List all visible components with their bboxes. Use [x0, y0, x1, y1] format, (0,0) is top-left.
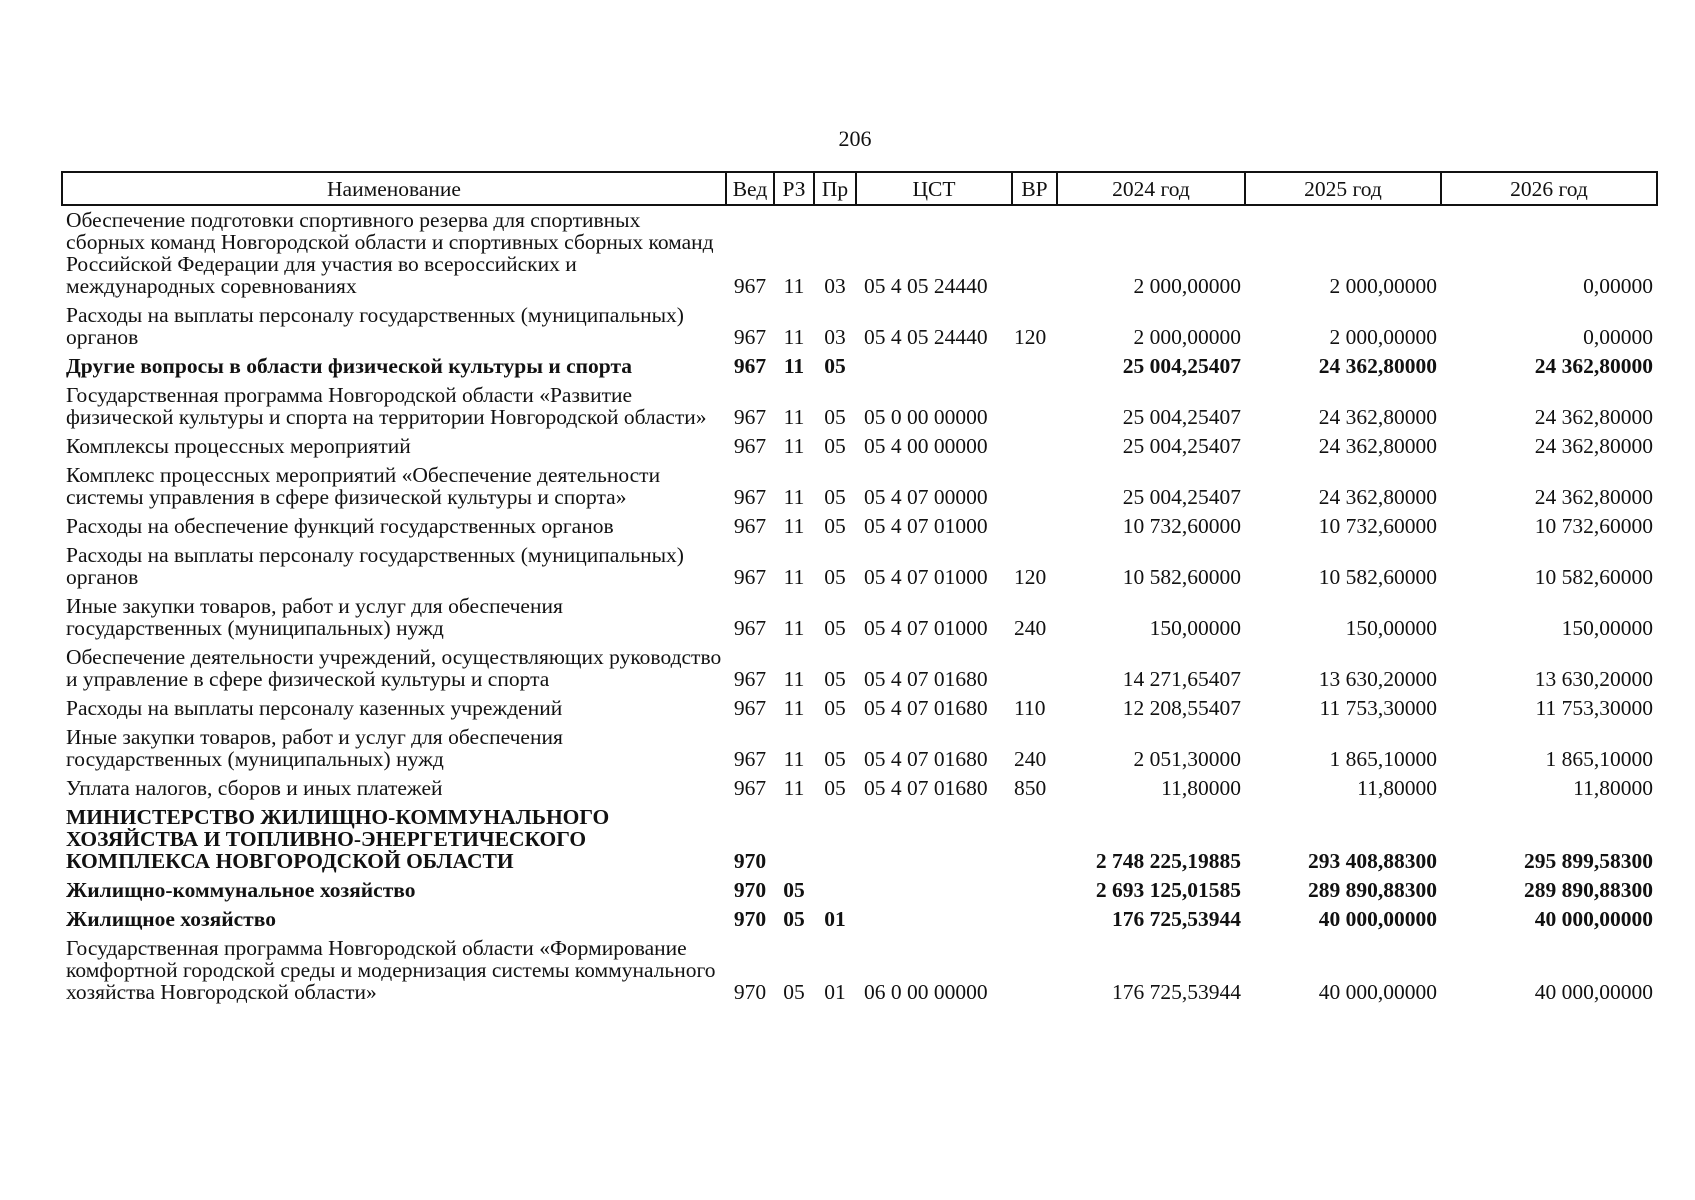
row-amount-2024: 12 208,55407 — [1122, 696, 1241, 720]
row-vr — [1012, 934, 1057, 1007]
row-pr: 05 — [824, 667, 846, 691]
row-cst — [856, 905, 1012, 934]
table-row — [62, 774, 1657, 803]
row-name: Иные закупки товаров, работ и услуг для обеспечения государственных (муниципальных) нужд — [66, 594, 563, 640]
row-amount-2024: 176 725,53944 — [1112, 980, 1241, 1004]
table-header — [62, 172, 1657, 205]
header-name: Наименование — [62, 172, 726, 205]
row-name: Расходы на выплаты персоналу государственных (муниципальных) органов — [66, 303, 684, 349]
row-rz: 11 — [783, 434, 805, 458]
table-row — [62, 592, 1657, 643]
row-amount-2024: 10 732,60000 — [1122, 514, 1241, 538]
row-amount-2025: 1 865,10000 — [1329, 747, 1437, 771]
row-cst: 06 0 00 00000 — [864, 980, 988, 1004]
row-cst — [856, 803, 1012, 876]
row-pr: 03 — [824, 274, 846, 298]
header-2025: 2025 год — [1245, 172, 1441, 205]
row-name: Обеспечение подготовки спортивного резерва для спортивных сборных команд Новгородской области и спортивных сборных команд Российской Федерации для участия во всероссийских и международных соревнованиях — [66, 208, 714, 298]
row-pr — [814, 876, 856, 905]
header-rz: РЗ — [774, 172, 814, 205]
row-amount-2025: 150,00000 — [1345, 616, 1437, 640]
row-amount-2024: 150,00000 — [1149, 616, 1241, 640]
row-name: Расходы на обеспечение функций государственных органов — [66, 514, 614, 538]
row-vr: 110 — [1014, 696, 1046, 720]
row-name: Жилищно-коммунальное хозяйство — [66, 878, 416, 902]
row-amount-2025: 24 362,80000 — [1318, 434, 1437, 458]
row-name: Государственная программа Новгородской области «Формирование комфортной городской среды и модернизация системы коммунального хозяйства Новгородской области» — [66, 936, 716, 1004]
row-cst: 05 4 07 01000 — [864, 616, 988, 640]
row-name: Государственная программа Новгородской области «Развитие физической культуры и спорта на территории Новгородской области» — [66, 383, 707, 429]
row-ved: 967 — [733, 696, 767, 720]
row-amount-2024: 2 051,30000 — [1133, 747, 1241, 771]
row-ved: 967 — [733, 485, 767, 509]
row-amount-2026: 295 899,58300 — [1524, 849, 1653, 873]
row-vr — [1012, 803, 1057, 876]
row-rz: 05 — [783, 980, 805, 1004]
table-row — [62, 512, 1657, 541]
row-amount-2026: 10 732,60000 — [1534, 514, 1653, 538]
header-ved: Вед — [726, 172, 774, 205]
row-amount-2026: 40 000,00000 — [1534, 907, 1653, 931]
row-ved: 967 — [733, 667, 767, 691]
row-cst: 05 0 00 00000 — [864, 405, 988, 429]
header-cst: ЦСТ — [856, 172, 1012, 205]
row-name: Расходы на выплаты персоналу казенных учреждений — [66, 696, 563, 720]
row-amount-2026: 24 362,80000 — [1534, 434, 1653, 458]
row-vr: 120 — [1014, 565, 1047, 589]
row-amount-2024: 25 004,25407 — [1122, 405, 1241, 429]
header-2024: 2024 год — [1057, 172, 1245, 205]
table-row — [62, 934, 1657, 1007]
row-name: Комплекс процессных мероприятий «Обеспечение деятельности системы управления в сфере физической культуры и спорта» — [66, 463, 661, 509]
row-pr — [814, 803, 856, 876]
budget-table — [61, 171, 1658, 1007]
table-row — [62, 381, 1657, 432]
row-rz: 05 — [783, 878, 805, 902]
row-amount-2024: 14 271,65407 — [1122, 667, 1241, 691]
row-cst: 05 4 07 01000 — [864, 565, 988, 589]
row-amount-2026: 11 753,30000 — [1535, 696, 1653, 720]
row-pr: 01 — [824, 980, 846, 1004]
row-vr — [1012, 432, 1057, 461]
row-pr: 05 — [824, 354, 846, 378]
row-ved: 967 — [733, 514, 767, 538]
row-cst: 05 4 05 24440 — [864, 274, 988, 298]
table-row — [62, 301, 1657, 352]
row-amount-2026: 24 362,80000 — [1534, 405, 1653, 429]
table-row — [62, 905, 1657, 934]
row-vr: 240 — [1014, 747, 1047, 771]
row-name: Уплата налогов, сборов и иных платежей — [66, 776, 443, 800]
row-amount-2025: 40 000,00000 — [1318, 980, 1437, 1004]
row-name: МИНИСТЕРСТВО ЖИЛИЩНО-КОММУНАЛЬНОГО ХОЗЯЙСТВА И ТОПЛИВНО-ЭНЕРГЕТИЧЕСКОГО КОМПЛЕКСА НОВГОРОДСКОЙ ОБЛАСТИ — [66, 805, 610, 873]
row-name: Жилищное хозяйство — [66, 907, 276, 931]
row-amount-2024: 176 725,53944 — [1112, 907, 1241, 931]
row-vr: 120 — [1014, 325, 1047, 349]
row-rz: 11 — [783, 616, 805, 640]
row-ved: 967 — [733, 616, 767, 640]
row-rz: 11 — [783, 565, 805, 589]
row-amount-2025: 10 732,60000 — [1318, 514, 1437, 538]
row-amount-2026: 24 362,80000 — [1534, 354, 1653, 378]
row-amount-2024: 25 004,25407 — [1122, 434, 1241, 458]
header-2026: 2026 год — [1441, 172, 1657, 205]
row-ved: 967 — [733, 747, 767, 771]
row-amount-2026: 10 582,60000 — [1534, 565, 1653, 589]
row-ved: 967 — [733, 565, 767, 589]
row-pr: 03 — [824, 325, 846, 349]
row-pr: 05 — [824, 616, 846, 640]
row-cst — [856, 352, 1012, 381]
row-amount-2024: 10 582,60000 — [1122, 565, 1241, 589]
row-name: Другие вопросы в области физической культуры и спорта — [66, 354, 633, 378]
row-amount-2025: 13 630,20000 — [1318, 667, 1437, 691]
row-rz: 11 — [783, 747, 805, 771]
row-ved: 970 — [733, 878, 767, 902]
row-amount-2026: 13 630,20000 — [1534, 667, 1653, 691]
row-amount-2026: 0,00000 — [1583, 274, 1653, 298]
table-row — [62, 694, 1657, 723]
table-row — [62, 803, 1657, 876]
row-ved: 967 — [733, 405, 767, 429]
table-body — [62, 205, 1657, 1007]
row-vr — [1012, 905, 1057, 934]
row-rz — [774, 803, 814, 876]
row-name: Комплексы процессных мероприятий — [66, 434, 411, 458]
row-pr: 05 — [824, 776, 846, 800]
row-amount-2025: 24 362,80000 — [1318, 485, 1437, 509]
row-amount-2025: 2 000,00000 — [1329, 274, 1437, 298]
row-pr: 05 — [824, 696, 846, 720]
row-cst: 05 4 07 01680 — [864, 696, 988, 720]
row-vr — [1012, 381, 1057, 432]
row-pr: 01 — [824, 907, 846, 931]
row-vr — [1012, 205, 1057, 301]
row-rz: 11 — [783, 776, 805, 800]
table-row — [62, 205, 1657, 301]
row-ved: 970 — [733, 849, 767, 873]
row-ved: 970 — [733, 907, 767, 931]
row-amount-2026: 11,80000 — [1573, 776, 1653, 800]
row-amount-2025: 40 000,00000 — [1318, 907, 1437, 931]
row-ved: 967 — [733, 354, 767, 378]
row-amount-2025: 24 362,80000 — [1318, 354, 1437, 378]
row-pr: 05 — [824, 747, 846, 771]
row-amount-2024: 2 000,00000 — [1133, 325, 1241, 349]
row-vr: 240 — [1014, 616, 1047, 640]
page-number: 206 — [838, 126, 872, 151]
table-row — [62, 352, 1657, 381]
row-rz: 11 — [783, 485, 805, 509]
row-rz: 11 — [783, 514, 805, 538]
row-amount-2025: 289 890,88300 — [1308, 878, 1437, 902]
row-rz: 11 — [783, 696, 805, 720]
header-vr: ВР — [1012, 172, 1057, 205]
row-amount-2026: 40 000,00000 — [1534, 980, 1653, 1004]
row-cst: 05 4 07 01000 — [864, 514, 988, 538]
row-name: Расходы на выплаты персоналу государственных (муниципальных) органов — [66, 543, 684, 589]
row-vr — [1012, 876, 1057, 905]
row-amount-2025: 24 362,80000 — [1318, 405, 1437, 429]
row-pr: 05 — [824, 514, 846, 538]
row-amount-2024: 11,80000 — [1161, 776, 1241, 800]
row-name: Обеспечение деятельности учреждений, осуществляющих руководство и управление в сфере физической культуры и спорта — [66, 645, 722, 691]
row-amount-2026: 1 865,10000 — [1545, 747, 1653, 771]
row-cst: 05 4 07 01680 — [864, 776, 988, 800]
row-amount-2024: 2 748 225,19885 — [1095, 849, 1241, 873]
row-vr: 850 — [1014, 776, 1047, 800]
table-row — [62, 876, 1657, 905]
row-rz: 05 — [783, 907, 805, 931]
header-pr: Пр — [814, 172, 856, 205]
row-ved: 970 — [733, 980, 767, 1004]
row-ved: 967 — [733, 325, 767, 349]
table-row — [62, 541, 1657, 592]
row-rz: 11 — [783, 325, 805, 349]
row-amount-2025: 293 408,88300 — [1308, 849, 1437, 873]
row-name: Иные закупки товаров, работ и услуг для обеспечения государственных (муниципальных) нужд — [66, 725, 563, 771]
row-amount-2026: 289 890,88300 — [1524, 878, 1653, 902]
row-amount-2026: 150,00000 — [1561, 616, 1653, 640]
row-amount-2025: 11,80000 — [1357, 776, 1437, 800]
row-pr: 05 — [824, 565, 846, 589]
row-rz: 11 — [783, 667, 805, 691]
row-vr — [1012, 512, 1057, 541]
table-row — [62, 723, 1657, 774]
row-cst: 05 4 07 01680 — [864, 667, 988, 691]
row-vr — [1012, 643, 1057, 694]
row-pr: 05 — [824, 434, 846, 458]
row-amount-2024: 2 693 125,01585 — [1095, 878, 1241, 902]
row-amount-2025: 10 582,60000 — [1318, 565, 1437, 589]
row-amount-2024: 25 004,25407 — [1122, 485, 1241, 509]
row-cst: 05 4 05 24440 — [864, 325, 988, 349]
row-cst — [856, 876, 1012, 905]
row-amount-2026: 0,00000 — [1583, 325, 1653, 349]
row-amount-2024: 2 000,00000 — [1133, 274, 1241, 298]
row-ved: 967 — [733, 274, 767, 298]
row-rz: 11 — [783, 354, 805, 378]
table-row — [62, 643, 1657, 694]
row-amount-2025: 11 753,30000 — [1319, 696, 1437, 720]
row-vr — [1012, 352, 1057, 381]
row-cst: 05 4 00 00000 — [864, 434, 988, 458]
table-row — [62, 432, 1657, 461]
row-pr: 05 — [824, 485, 846, 509]
row-amount-2025: 2 000,00000 — [1329, 325, 1437, 349]
row-pr: 05 — [824, 405, 846, 429]
row-rz: 11 — [783, 405, 805, 429]
row-ved: 967 — [733, 776, 767, 800]
row-cst: 05 4 07 00000 — [864, 485, 988, 509]
row-cst: 05 4 07 01680 — [864, 747, 988, 771]
row-amount-2026: 24 362,80000 — [1534, 485, 1653, 509]
row-vr — [1012, 461, 1057, 512]
row-ved: 967 — [733, 434, 767, 458]
row-rz: 11 — [783, 274, 805, 298]
row-amount-2024: 25 004,25407 — [1122, 354, 1241, 378]
table-row — [62, 461, 1657, 512]
